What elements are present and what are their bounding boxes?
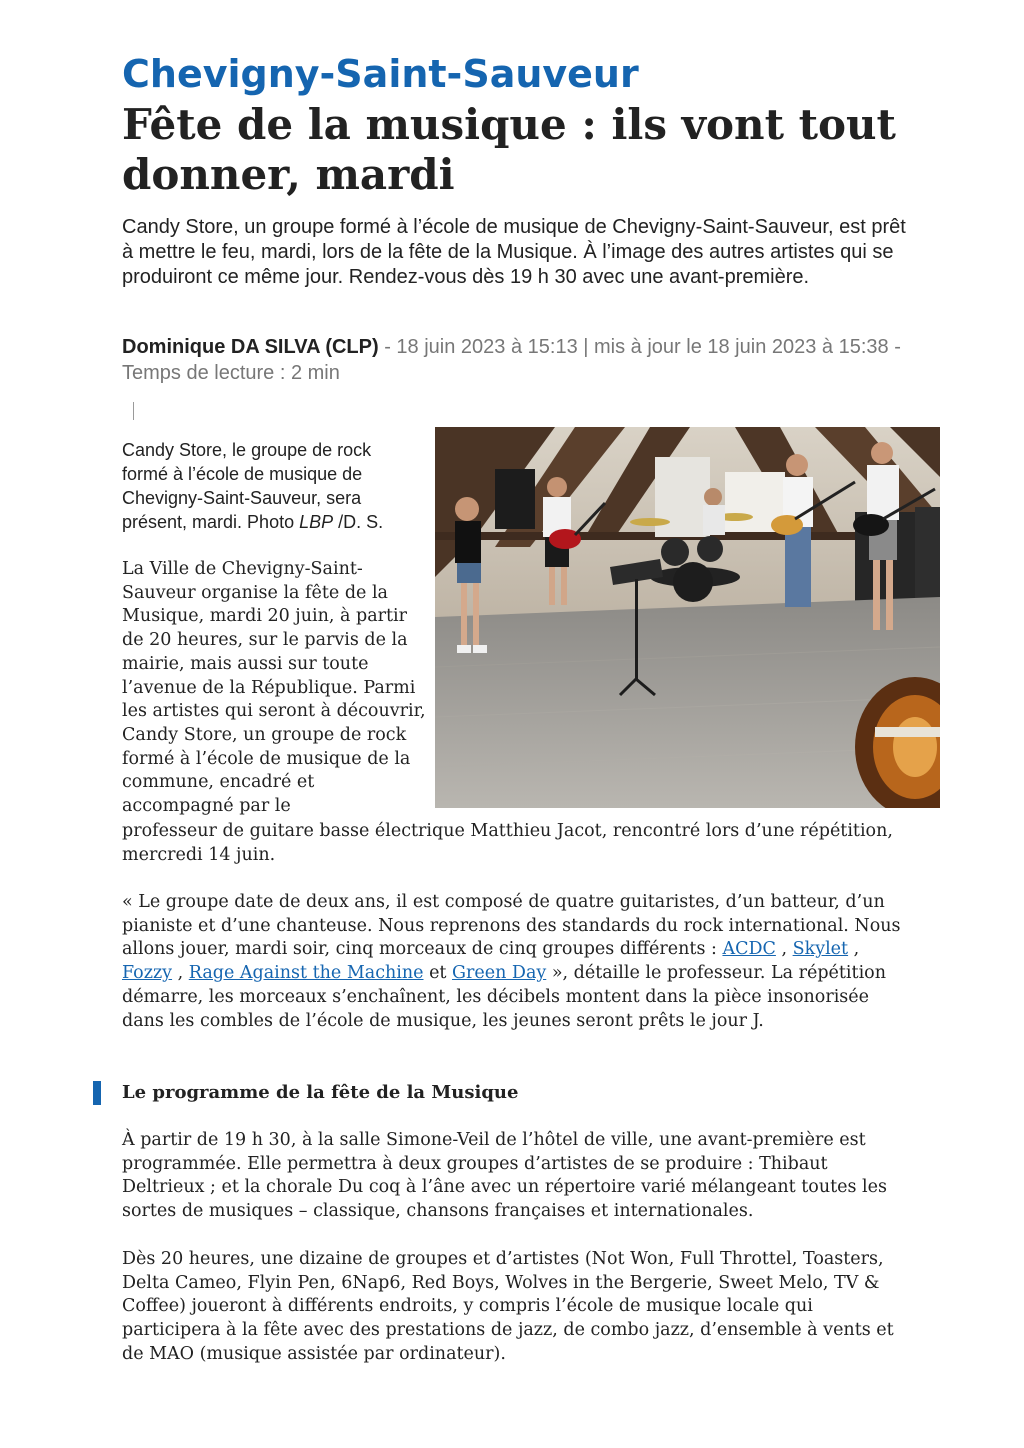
paragraph-4: Dès 20 heures, une dizaine de groupes et d’artistes (Not Won, Full Throttel, Toasters, Delta Cameo, Flyin Pen, 6Nap6, Red Boys, Wolves in the Bergerie, Sweet Melo, TV & Coffee) joueront à différents endroits, y compris l’école de musique locale qui participera à la fête avec des prestations de jazz, de combo jazz, d’ensemble à vents et de MAO (musique assistée par ordinateur). [122, 1249, 894, 1364]
paragraph-1b: professeur de guitare basse électrique Matthieu Jacot, rencontré lors d’une répétition, mercredi 14 juin. [122, 821, 893, 865]
subhead-accent-bar [93, 1081, 101, 1105]
divider-tick [133, 402, 134, 420]
author-name[interactable]: Dominique DA SILVA (CLP) [122, 336, 379, 358]
separator: , [848, 939, 860, 960]
publication-dates: - 18 juin 2023 à 15:13 | mis à jour le 18 juin 2023 à 15:38 - Temps de lecture : 2 min [122, 336, 901, 384]
paragraph-2-outro: », détaille le professeur. La répétition démarre, les morceaux s’enchaînent, les décibels montent dans la pièce insonorisée dans les combles de l’école de musique, les jeunes seront prêts le jour J. [122, 963, 886, 1031]
separator: et [423, 963, 453, 984]
separator: , [775, 939, 793, 960]
link-skylet[interactable]: Skylet [792, 939, 849, 960]
paragraph-2 [122, 891, 912, 1033]
caption-text: Candy Store, le groupe de rock formé à l’école de musique de Chevigny-Saint-Sauveur, sera présent, mardi. Photo [122, 440, 372, 532]
paragraph-1a: La Ville de Chevigny-Saint-Sauveur organise la fête de la Musique, mardi 20 juin, à partir de 20 heures, sur le parvis de la mairie, mais aussi sur toute l’avenue de la République. Parmi les artistes qui seront à découvrir, Candy Store, un groupe de rock formé à l’école de musique de la commune, encadré et accompagné par le [122, 559, 426, 817]
article-photo[interactable] [435, 427, 940, 808]
paragraph-3: À partir de 19 h 30, à la salle Simone-Veil de l’hôtel de ville, une avant-première est programmée. Elle permettra à deux groupes d’artistes de se produire : Thibaut Deltrieux ; et la chorale Du coq à l’âne avec un répertoire varié mélangeant toutes les sortes de musiques – classique, chansons françaises et internationales. [122, 1130, 887, 1222]
article-headline: Fête de la musique : ils vont tout donner, mardi [122, 100, 896, 199]
link-acdc[interactable]: ACDC [722, 939, 776, 960]
article-kicker: Chevigny-Saint-Sauveur [122, 52, 639, 96]
photo-credit-author: /D. S. [333, 512, 384, 532]
section-subhead: Le programme de la fête de la Musique [122, 1082, 519, 1103]
article-meta [122, 334, 902, 386]
link-fozzy[interactable]: Fozzy [122, 963, 173, 984]
article-lead: Candy Store, un groupe formé à l’école de musique de Chevigny-Saint-Sauveur, est prêt à mettre le feu, mardi, lors de la fête de la Musique. À l’image des autres artistes qui se produiront ce même jour. Rendez-vous dès 19 h 30 avec une avant-première. [122, 216, 906, 288]
band-photo-illustration [435, 427, 940, 808]
photo-credit-agency: LBP [299, 512, 334, 532]
photo-caption [122, 438, 422, 534]
link-green-day[interactable]: Green Day [452, 963, 547, 984]
separator: , [172, 963, 189, 984]
link-rage-against-the-machine[interactable]: Rage Against the Machine [188, 963, 424, 984]
paragraph-2-intro: « Le groupe date de deux ans, il est composé de quatre guitaristes, d’un batteur, d’un pianiste et d’une chanteuse. Nous reprenons des standards du rock international. Nous allons jouer, mardi soir, cinq morceaux de cinq groupes différents : [122, 892, 901, 960]
